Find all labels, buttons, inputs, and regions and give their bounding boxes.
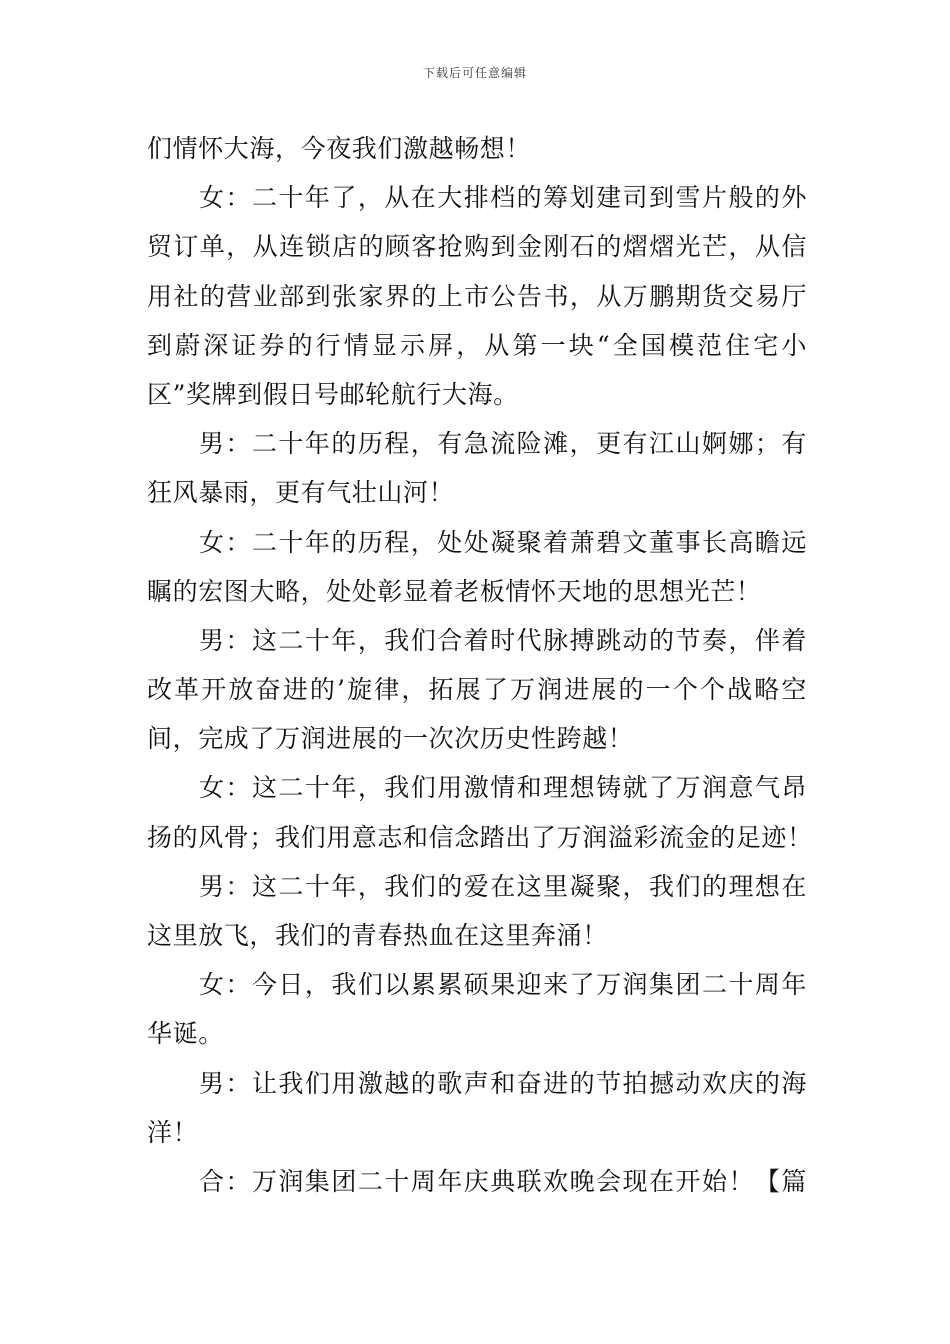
text-line: 到蔚深证券的行情显示屏，从第一块“全国模范住宅小 bbox=[147, 330, 807, 360]
text-line: 洋！ bbox=[147, 1117, 199, 1147]
text-line: 女：这二十年，我们用激情和理想铸就了万润意气昂 bbox=[199, 773, 807, 803]
text-line: 狂风暴雨，更有气壮山河！ bbox=[147, 478, 455, 508]
text-line: 这里放飞，我们的青春热血在这里奔涌！ bbox=[147, 921, 608, 950]
text-line: 女：二十年了，从在大排档的筹划建司到雪片般的外 bbox=[199, 183, 807, 213]
page-header: 下载后可任意编辑 bbox=[422, 66, 527, 80]
text-line: 合：万润集团二十周年庆典联欢晚会现在开始！【篇 bbox=[199, 1166, 807, 1196]
text-line: 华诞。 bbox=[147, 1019, 224, 1049]
document-body bbox=[147, 124, 813, 1206]
text-line: 改革开放奋进的’旋律，拓展了万润进展的一个个战略空 bbox=[147, 675, 807, 705]
text-line: 们情怀大海，今夜我们激越畅想！ bbox=[147, 134, 532, 163]
text-line: 区”奖牌到假日号邮轮航行大海。 bbox=[147, 379, 519, 409]
text-line: 瞩的宏图大略，处处彰显着老板情怀天地的思想光芒！ bbox=[147, 576, 762, 606]
text-line: 男：这二十年，我们的爱在这里凝聚，我们的理想在 bbox=[199, 871, 807, 901]
text-line: 男：这二十年，我们合着时代脉搏跳动的节奏，伴着 bbox=[199, 625, 807, 655]
text-line: 用社的营业部到张家界的上市公告书，从万鹏期货交易厅 bbox=[147, 281, 807, 311]
text-line: 男：二十年的历程，有急流险滩，更有江山婀娜；有 bbox=[199, 429, 807, 459]
text-line: 女：二十年的历程，处处凝聚着萧碧文董事长高瞻远 bbox=[199, 527, 807, 557]
text-line: 间，完成了万润进展的一次次历史性跨越！ bbox=[147, 724, 634, 754]
text-line: 女：今日，我们以累累硕果迎来了万润集团二十周年 bbox=[199, 970, 807, 1000]
text-line: 扬的风骨；我们用意志和信念踏出了万润溢彩流金的足迹！ bbox=[147, 822, 813, 852]
text-line: 贸订单，从连锁店的顾客抢购到金刚石的熠熠光芒，从信 bbox=[147, 232, 807, 262]
text-line: 男：让我们用激越的歌声和奋进的节拍撼动欢庆的海 bbox=[199, 1068, 807, 1098]
